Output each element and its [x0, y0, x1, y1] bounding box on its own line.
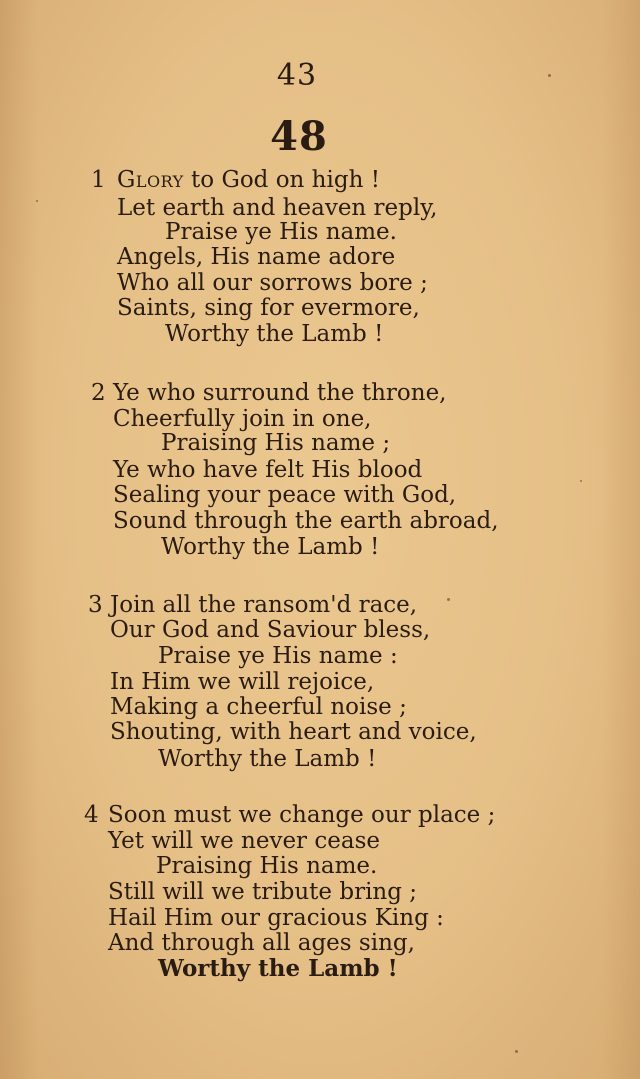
- verse-line: Ye who surround the throne,: [113, 380, 447, 406]
- verse-number: 2: [91, 380, 106, 406]
- verse-number: 4: [84, 802, 99, 828]
- verse-line: Shouting, with heart and voice,: [110, 719, 477, 745]
- paper-speck: [515, 1050, 518, 1053]
- verse-line: Sealing your peace with God,: [113, 482, 457, 508]
- verse-line: Cheerfully join in one,: [113, 406, 372, 432]
- verse-line: Ye who have felt His blood: [113, 457, 423, 483]
- verse-line: Praise ye His name :: [158, 643, 398, 669]
- verse-line: Yet will we never cease: [108, 828, 380, 854]
- verse-line: Still will we tribute bring ;: [108, 879, 418, 905]
- verse-line: Saints, sing for evermore,: [117, 295, 420, 321]
- verse-line: Worthy the Lamb !: [158, 955, 398, 982]
- verse-line: Praise ye His name.: [165, 219, 397, 245]
- verse-line: Let earth and heaven reply,: [117, 195, 438, 221]
- verse-number: 1: [91, 167, 106, 193]
- verse-line: Join all the ransom'd race,: [110, 592, 418, 618]
- first-word: Glory: [117, 167, 184, 193]
- verse-line: Hail Him our gracious King :: [108, 905, 444, 931]
- verse-line: Making a cheerful noise ;: [110, 694, 407, 720]
- verse-line: Worthy the Lamb !: [158, 746, 377, 772]
- verse-line: Worthy the Lamb !: [161, 534, 380, 560]
- hymn-number: 48: [270, 113, 328, 160]
- verse-line: Our God and Saviour bless,: [110, 617, 431, 643]
- verse-line: Sound through the earth abroad,: [113, 508, 499, 534]
- verse-number: 3: [88, 592, 103, 618]
- paper-speck: [36, 200, 38, 202]
- verse-line: Praising His name.: [156, 853, 378, 879]
- verse-line: Worthy the Lamb !: [165, 321, 384, 347]
- paper-speck: [447, 598, 450, 601]
- verse-line: Who all our sorrows bore ;: [117, 270, 428, 296]
- first-line-rest: to God on high !: [183, 167, 380, 193]
- page-number: 43: [276, 58, 318, 93]
- paper-speck: [580, 480, 582, 482]
- verse-line: [117, 167, 380, 193]
- verse-line: Angels, His name adore: [117, 244, 396, 270]
- verse-line: Soon must we change our place ;: [108, 802, 496, 828]
- verse-line: And through all ages sing,: [108, 930, 415, 956]
- verse-line: Praising His name ;: [161, 430, 391, 456]
- verse-line: In Him we will rejoice,: [110, 669, 375, 695]
